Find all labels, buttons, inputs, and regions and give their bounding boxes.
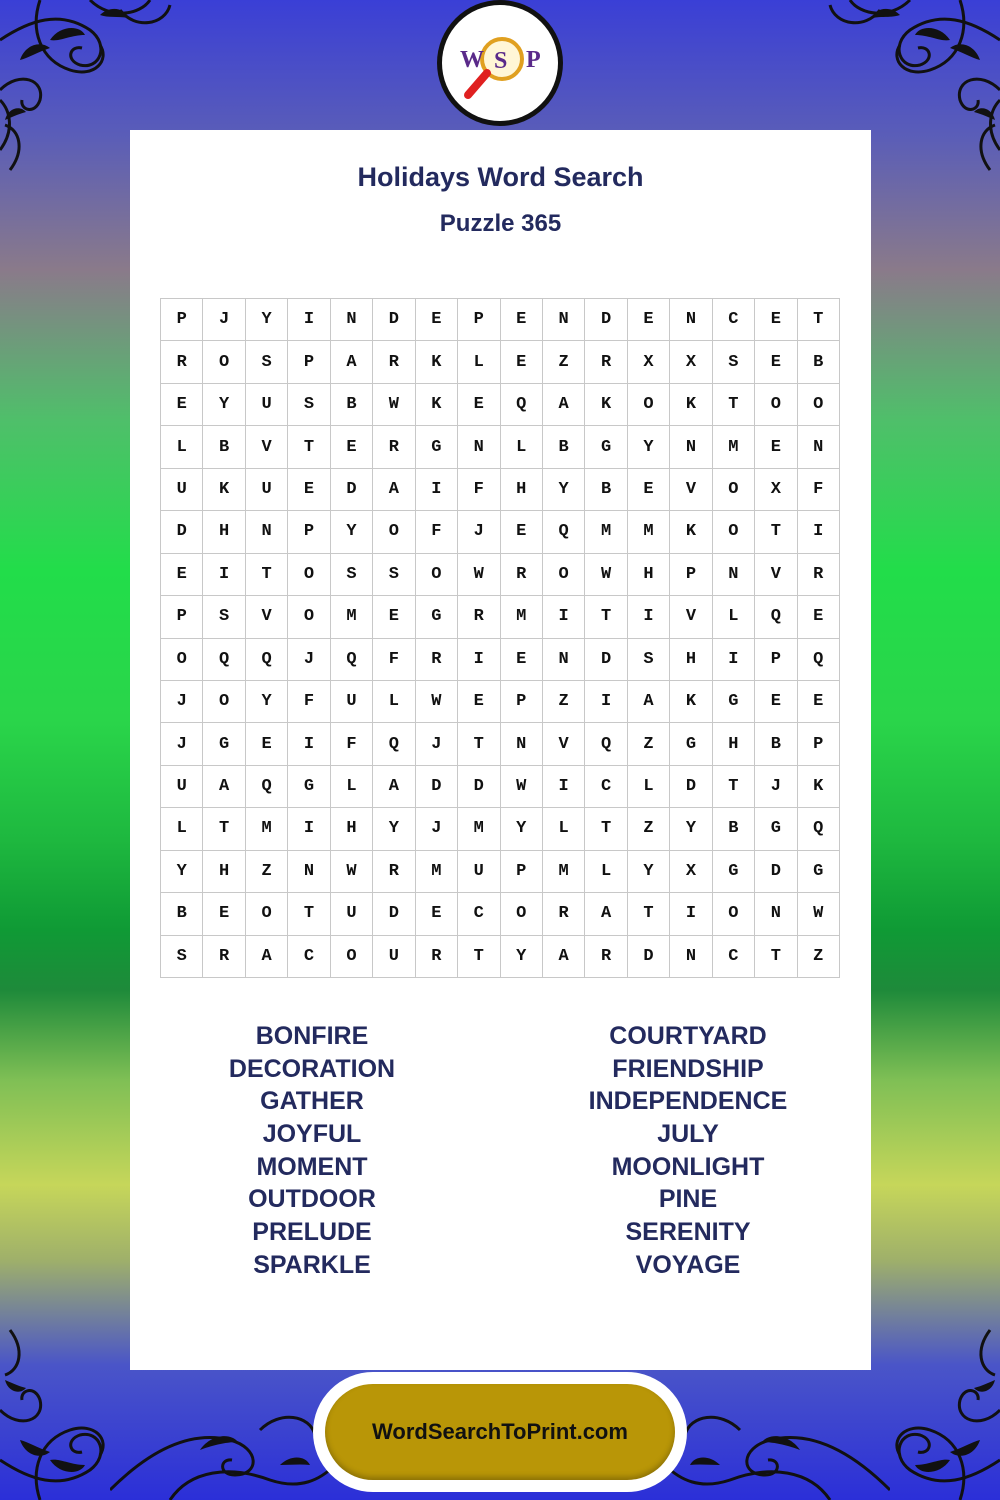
- grid-cell[interactable]: V: [670, 469, 712, 511]
- page-title: Holidays Word Search: [357, 162, 644, 192]
- grid-cell[interactable]: R: [373, 851, 415, 893]
- grid-cell[interactable]: K: [416, 384, 458, 426]
- grid-cell[interactable]: Q: [501, 384, 543, 426]
- grid-cell[interactable]: E: [501, 341, 543, 383]
- grid-cell[interactable]: L: [161, 426, 203, 468]
- grid-cell[interactable]: V: [246, 596, 288, 638]
- grid-cell[interactable]: K: [798, 766, 840, 808]
- grid-cell[interactable]: V: [755, 554, 797, 596]
- grid-cell[interactable]: J: [203, 299, 245, 341]
- grid-cell[interactable]: B: [203, 426, 245, 468]
- grid-cell[interactable]: I: [628, 596, 670, 638]
- word-list-item: MOMENT: [256, 1152, 368, 1181]
- grid-cell[interactable]: R: [543, 893, 585, 935]
- grid-cell[interactable]: F: [331, 723, 373, 765]
- grid-cell[interactable]: N: [755, 893, 797, 935]
- grid-cell[interactable]: N: [713, 554, 755, 596]
- grid-cell[interactable]: X: [628, 341, 670, 383]
- grid-cell[interactable]: W: [585, 554, 627, 596]
- grid-cell[interactable]: R: [416, 936, 458, 978]
- grid-cell[interactable]: G: [416, 596, 458, 638]
- grid-cell[interactable]: P: [458, 299, 500, 341]
- grid-cell[interactable]: Y: [501, 936, 543, 978]
- grid-cell[interactable]: U: [161, 766, 203, 808]
- grid-cell[interactable]: Y: [670, 808, 712, 850]
- word-list-item: JOYFUL: [262, 1120, 362, 1149]
- puzzle-sheet: [130, 130, 871, 1370]
- grid-cell[interactable]: D: [628, 936, 670, 978]
- grid-cell[interactable]: O: [416, 554, 458, 596]
- grid-cell[interactable]: M: [713, 426, 755, 468]
- grid-cell[interactable]: T: [755, 511, 797, 553]
- grid-cell[interactable]: N: [458, 426, 500, 468]
- grid-cell[interactable]: X: [670, 341, 712, 383]
- grid-cell[interactable]: Y: [373, 808, 415, 850]
- grid-cell[interactable]: A: [203, 766, 245, 808]
- grid-cell[interactable]: E: [246, 723, 288, 765]
- logo-letter-s: S: [494, 48, 508, 74]
- grid-cell[interactable]: E: [755, 426, 797, 468]
- grid-cell[interactable]: L: [585, 851, 627, 893]
- grid-cell[interactable]: N: [543, 299, 585, 341]
- grid-cell[interactable]: N: [288, 851, 330, 893]
- logo-letter-p: P: [526, 47, 541, 73]
- grid-cell[interactable]: Q: [543, 511, 585, 553]
- grid-cell[interactable]: R: [203, 936, 245, 978]
- grid-cell[interactable]: O: [713, 469, 755, 511]
- grid-cell[interactable]: X: [670, 851, 712, 893]
- grid-cell[interactable]: T: [458, 723, 500, 765]
- grid-cell[interactable]: T: [713, 384, 755, 426]
- grid-cell[interactable]: Y: [246, 299, 288, 341]
- grid-cell[interactable]: Y: [246, 681, 288, 723]
- grid-cell[interactable]: U: [331, 893, 373, 935]
- word-list-item: MOONLIGHT: [611, 1152, 765, 1181]
- grid-cell[interactable]: G: [288, 766, 330, 808]
- grid-cell[interactable]: T: [755, 936, 797, 978]
- grid-cell[interactable]: T: [246, 554, 288, 596]
- grid-cell[interactable]: A: [373, 766, 415, 808]
- grid-cell[interactable]: Z: [543, 341, 585, 383]
- grid-cell[interactable]: E: [501, 511, 543, 553]
- grid-cell[interactable]: I: [543, 766, 585, 808]
- grid-cell[interactable]: O: [331, 936, 373, 978]
- puzzle-number: Puzzle 365: [439, 210, 562, 237]
- grid-cell[interactable]: Q: [373, 723, 415, 765]
- grid-cell[interactable]: Q: [331, 639, 373, 681]
- grid-cell[interactable]: P: [161, 299, 203, 341]
- word-list-item: FRIENDSHIP: [612, 1054, 764, 1083]
- grid-cell[interactable]: O: [798, 384, 840, 426]
- grid-cell[interactable]: K: [670, 384, 712, 426]
- grid-cell[interactable]: I: [713, 639, 755, 681]
- grid-cell[interactable]: E: [755, 341, 797, 383]
- grid-cell[interactable]: Q: [798, 808, 840, 850]
- grid-cell[interactable]: Y: [203, 384, 245, 426]
- grid-cell[interactable]: J: [416, 723, 458, 765]
- grid-cell[interactable]: M: [331, 596, 373, 638]
- grid-cell[interactable]: N: [543, 639, 585, 681]
- grid-cell[interactable]: B: [543, 426, 585, 468]
- grid-cell[interactable]: W: [458, 554, 500, 596]
- grid-cell[interactable]: I: [203, 554, 245, 596]
- grid-cell[interactable]: H: [203, 511, 245, 553]
- grid-cell[interactable]: Q: [203, 639, 245, 681]
- grid-cell[interactable]: M: [543, 851, 585, 893]
- grid-cell[interactable]: Z: [628, 723, 670, 765]
- grid-cell[interactable]: U: [331, 681, 373, 723]
- grid-cell[interactable]: O: [501, 893, 543, 935]
- grid-cell[interactable]: R: [161, 341, 203, 383]
- grid-cell[interactable]: D: [585, 639, 627, 681]
- grid-cell[interactable]: E: [161, 554, 203, 596]
- grid-cell[interactable]: I: [543, 596, 585, 638]
- site-link-button[interactable]: WordSearchToPrint.com: [325, 1384, 675, 1480]
- grid-cell[interactable]: W: [798, 893, 840, 935]
- grid-cell[interactable]: T: [798, 299, 840, 341]
- grid-cell[interactable]: D: [331, 469, 373, 511]
- grid-cell[interactable]: A: [543, 384, 585, 426]
- grid-cell[interactable]: N: [670, 299, 712, 341]
- grid-cell[interactable]: O: [288, 554, 330, 596]
- grid-cell[interactable]: E: [331, 426, 373, 468]
- grid-cell[interactable]: P: [288, 511, 330, 553]
- grid-cell[interactable]: T: [458, 936, 500, 978]
- grid-cell[interactable]: J: [288, 639, 330, 681]
- grid-cell[interactable]: C: [288, 936, 330, 978]
- grid-cell[interactable]: S: [373, 554, 415, 596]
- grid-cell[interactable]: E: [161, 384, 203, 426]
- grid-cell[interactable]: E: [798, 681, 840, 723]
- grid-cell[interactable]: Z: [246, 851, 288, 893]
- grid-cell[interactable]: O: [628, 384, 670, 426]
- grid-cell[interactable]: T: [203, 808, 245, 850]
- grid-cell[interactable]: L: [373, 681, 415, 723]
- grid-cell[interactable]: L: [331, 766, 373, 808]
- grid-cell[interactable]: H: [331, 808, 373, 850]
- grid-cell[interactable]: P: [501, 681, 543, 723]
- grid-cell[interactable]: G: [416, 426, 458, 468]
- grid-cell[interactable]: E: [628, 469, 670, 511]
- grid-cell[interactable]: V: [670, 596, 712, 638]
- grid-cell[interactable]: S: [288, 384, 330, 426]
- grid-cell[interactable]: I: [416, 469, 458, 511]
- grid-cell[interactable]: R: [458, 596, 500, 638]
- grid-cell[interactable]: M: [628, 511, 670, 553]
- grid-cell[interactable]: M: [501, 596, 543, 638]
- grid-cell[interactable]: K: [585, 384, 627, 426]
- word-list-item: PRELUDE: [252, 1218, 372, 1247]
- grid-cell[interactable]: A: [331, 341, 373, 383]
- grid-cell[interactable]: T: [585, 596, 627, 638]
- grid-cell[interactable]: G: [798, 851, 840, 893]
- grid-cell[interactable]: O: [373, 511, 415, 553]
- grid-cell[interactable]: W: [373, 384, 415, 426]
- grid-cell[interactable]: P: [798, 723, 840, 765]
- word-list-item: OUTDOOR: [248, 1185, 376, 1214]
- grid-cell[interactable]: F: [288, 681, 330, 723]
- grid-cell[interactable]: U: [373, 936, 415, 978]
- grid-cell[interactable]: J: [458, 511, 500, 553]
- grid-cell[interactable]: B: [331, 384, 373, 426]
- grid-cell[interactable]: T: [288, 893, 330, 935]
- grid-cell[interactable]: G: [670, 723, 712, 765]
- grid-cell[interactable]: Q: [246, 639, 288, 681]
- grid-cell[interactable]: M: [246, 808, 288, 850]
- grid-cell[interactable]: I: [458, 639, 500, 681]
- grid-cell[interactable]: B: [798, 341, 840, 383]
- word-list-item: SPARKLE: [253, 1250, 371, 1279]
- grid-cell[interactable]: L: [713, 596, 755, 638]
- grid-cell[interactable]: W: [331, 851, 373, 893]
- grid-cell[interactable]: F: [458, 469, 500, 511]
- grid-cell[interactable]: D: [161, 511, 203, 553]
- grid-cell[interactable]: J: [416, 808, 458, 850]
- wsp-logo[interactable]: [437, 0, 563, 126]
- grid-cell[interactable]: N: [670, 936, 712, 978]
- logo-letter-w: W: [460, 47, 484, 73]
- grid-cell[interactable]: Y: [543, 469, 585, 511]
- grid-cell[interactable]: H: [203, 851, 245, 893]
- grid-cell[interactable]: U: [458, 851, 500, 893]
- grid-cell[interactable]: E: [373, 596, 415, 638]
- grid-cell[interactable]: R: [416, 639, 458, 681]
- grid-cell[interactable]: E: [458, 384, 500, 426]
- word-list-left: [162, 1020, 462, 1282]
- grid-cell[interactable]: A: [543, 936, 585, 978]
- grid-cell[interactable]: C: [585, 766, 627, 808]
- grid-cell[interactable]: C: [713, 299, 755, 341]
- grid-cell[interactable]: O: [288, 596, 330, 638]
- grid-cell[interactable]: L: [543, 808, 585, 850]
- word-list-item: SERENITY: [625, 1218, 751, 1247]
- grid-cell[interactable]: E: [798, 596, 840, 638]
- grid-cell[interactable]: E: [288, 469, 330, 511]
- grid-cell[interactable]: O: [246, 893, 288, 935]
- grid-cell[interactable]: E: [458, 681, 500, 723]
- grid-cell[interactable]: B: [755, 723, 797, 765]
- grid-cell[interactable]: R: [585, 341, 627, 383]
- grid-cell[interactable]: N: [670, 426, 712, 468]
- grid-cell[interactable]: O: [713, 511, 755, 553]
- grid-cell[interactable]: Y: [331, 511, 373, 553]
- grid-cell[interactable]: D: [755, 851, 797, 893]
- grid-cell[interactable]: X: [755, 469, 797, 511]
- grid-cell[interactable]: Q: [585, 723, 627, 765]
- grid-cell[interactable]: S: [203, 596, 245, 638]
- grid-cell[interactable]: F: [798, 469, 840, 511]
- grid-cell[interactable]: N: [246, 511, 288, 553]
- grid-cell[interactable]: G: [585, 426, 627, 468]
- grid-cell[interactable]: L: [458, 341, 500, 383]
- grid-cell[interactable]: P: [161, 596, 203, 638]
- grid-cell[interactable]: P: [501, 851, 543, 893]
- grid-cell[interactable]: E: [203, 893, 245, 935]
- grid-cell[interactable]: F: [373, 639, 415, 681]
- grid-cell[interactable]: Z: [628, 808, 670, 850]
- grid-cell[interactable]: O: [543, 554, 585, 596]
- grid-cell[interactable]: W: [501, 766, 543, 808]
- grid-cell[interactable]: D: [373, 893, 415, 935]
- grid-cell[interactable]: U: [246, 384, 288, 426]
- grid-cell[interactable]: H: [501, 469, 543, 511]
- grid-cell[interactable]: B: [713, 808, 755, 850]
- grid-cell[interactable]: K: [670, 511, 712, 553]
- grid-cell[interactable]: H: [628, 554, 670, 596]
- grid-cell[interactable]: E: [416, 893, 458, 935]
- grid-cell[interactable]: I: [288, 808, 330, 850]
- word-list-item: JULY: [657, 1120, 719, 1149]
- grid-cell[interactable]: L: [628, 766, 670, 808]
- grid-cell[interactable]: R: [585, 936, 627, 978]
- grid-cell[interactable]: M: [416, 851, 458, 893]
- grid-cell[interactable]: C: [713, 936, 755, 978]
- grid-cell[interactable]: S: [628, 639, 670, 681]
- grid-cell[interactable]: E: [501, 299, 543, 341]
- grid-cell[interactable]: G: [203, 723, 245, 765]
- word-list-item: PINE: [658, 1185, 718, 1214]
- grid-cell[interactable]: O: [755, 384, 797, 426]
- grid-cell[interactable]: V: [543, 723, 585, 765]
- grid-cell[interactable]: K: [203, 469, 245, 511]
- magnifier-icon: [442, 5, 558, 121]
- grid-cell[interactable]: S: [161, 936, 203, 978]
- grid-cell[interactable]: Y: [628, 426, 670, 468]
- grid-cell[interactable]: E: [628, 299, 670, 341]
- grid-cell[interactable]: T: [628, 893, 670, 935]
- grid-cell[interactable]: D: [458, 766, 500, 808]
- grid-cell[interactable]: G: [713, 851, 755, 893]
- grid-cell[interactable]: D: [373, 299, 415, 341]
- grid-cell[interactable]: P: [288, 341, 330, 383]
- grid-cell[interactable]: W: [416, 681, 458, 723]
- grid-cell[interactable]: S: [713, 341, 755, 383]
- grid-cell[interactable]: D: [416, 766, 458, 808]
- grid-cell[interactable]: D: [670, 766, 712, 808]
- grid-cell[interactable]: R: [798, 554, 840, 596]
- grid-cell[interactable]: R: [373, 426, 415, 468]
- grid-cell[interactable]: H: [713, 723, 755, 765]
- grid-cell[interactable]: I: [288, 299, 330, 341]
- grid-cell[interactable]: Q: [755, 596, 797, 638]
- grid-cell[interactable]: I: [288, 723, 330, 765]
- grid-cell[interactable]: Q: [246, 766, 288, 808]
- grid-cell[interactable]: Y: [628, 851, 670, 893]
- grid-cell[interactable]: Y: [501, 808, 543, 850]
- grid-cell[interactable]: B: [161, 893, 203, 935]
- grid-cell[interactable]: T: [585, 808, 627, 850]
- word-list-item: COURTYARD: [609, 1022, 767, 1050]
- grid-cell[interactable]: A: [246, 936, 288, 978]
- grid-cell[interactable]: R: [501, 554, 543, 596]
- grid-cell[interactable]: F: [416, 511, 458, 553]
- word-list-right: [538, 1020, 838, 1282]
- grid-cell[interactable]: N: [501, 723, 543, 765]
- grid-cell[interactable]: N: [798, 426, 840, 468]
- grid-cell[interactable]: U: [161, 469, 203, 511]
- scroll-ornament-icon: [110, 1370, 340, 1500]
- grid-cell[interactable]: U: [246, 469, 288, 511]
- grid-cell[interactable]: E: [755, 681, 797, 723]
- grid-cell[interactable]: K: [416, 341, 458, 383]
- grid-cell[interactable]: J: [755, 766, 797, 808]
- grid-cell[interactable]: Y: [161, 851, 203, 893]
- grid-cell[interactable]: V: [246, 426, 288, 468]
- grid-cell[interactable]: P: [670, 554, 712, 596]
- grid-cell[interactable]: I: [798, 511, 840, 553]
- grid-cell[interactable]: S: [246, 341, 288, 383]
- grid-cell[interactable]: I: [670, 893, 712, 935]
- grid-cell[interactable]: A: [373, 469, 415, 511]
- grid-cell[interactable]: M: [458, 808, 500, 850]
- letter-grid: [160, 298, 840, 978]
- word-list-item: INDEPENDENCE: [588, 1087, 788, 1116]
- grid-cell[interactable]: Z: [543, 681, 585, 723]
- grid-cell[interactable]: B: [585, 469, 627, 511]
- word-list-item: GATHER: [260, 1087, 364, 1116]
- grid-cell[interactable]: M: [585, 511, 627, 553]
- grid-cell[interactable]: T: [288, 426, 330, 468]
- grid-cell[interactable]: E: [416, 299, 458, 341]
- grid-cell[interactable]: D: [585, 299, 627, 341]
- grid-cell[interactable]: L: [501, 426, 543, 468]
- word-list-item: DECORATION: [228, 1054, 396, 1083]
- grid-cell[interactable]: E: [501, 639, 543, 681]
- grid-cell[interactable]: O: [161, 639, 203, 681]
- word-list-item: BONFIRE: [255, 1022, 369, 1050]
- grid-cell[interactable]: N: [331, 299, 373, 341]
- grid-cell[interactable]: J: [161, 723, 203, 765]
- word-list-item: VOYAGE: [635, 1250, 741, 1279]
- grid-cell[interactable]: G: [713, 681, 755, 723]
- scroll-ornament-icon: [660, 1370, 890, 1500]
- grid-cell[interactable]: K: [670, 681, 712, 723]
- grid-cell[interactable]: Z: [798, 936, 840, 978]
- grid-cell[interactable]: C: [458, 893, 500, 935]
- grid-cell[interactable]: J: [161, 681, 203, 723]
- grid-cell[interactable]: O: [713, 893, 755, 935]
- grid-cell[interactable]: T: [713, 766, 755, 808]
- grid-cell[interactable]: O: [203, 341, 245, 383]
- grid-cell[interactable]: I: [585, 681, 627, 723]
- grid-cell[interactable]: S: [331, 554, 373, 596]
- grid-cell[interactable]: G: [755, 808, 797, 850]
- grid-cell[interactable]: L: [161, 808, 203, 850]
- grid-cell[interactable]: O: [203, 681, 245, 723]
- grid-cell[interactable]: A: [628, 681, 670, 723]
- grid-cell[interactable]: Q: [798, 639, 840, 681]
- grid-cell[interactable]: A: [585, 893, 627, 935]
- grid-cell[interactable]: H: [670, 639, 712, 681]
- grid-cell[interactable]: E: [755, 299, 797, 341]
- grid-cell[interactable]: R: [373, 341, 415, 383]
- grid-cell[interactable]: P: [755, 639, 797, 681]
